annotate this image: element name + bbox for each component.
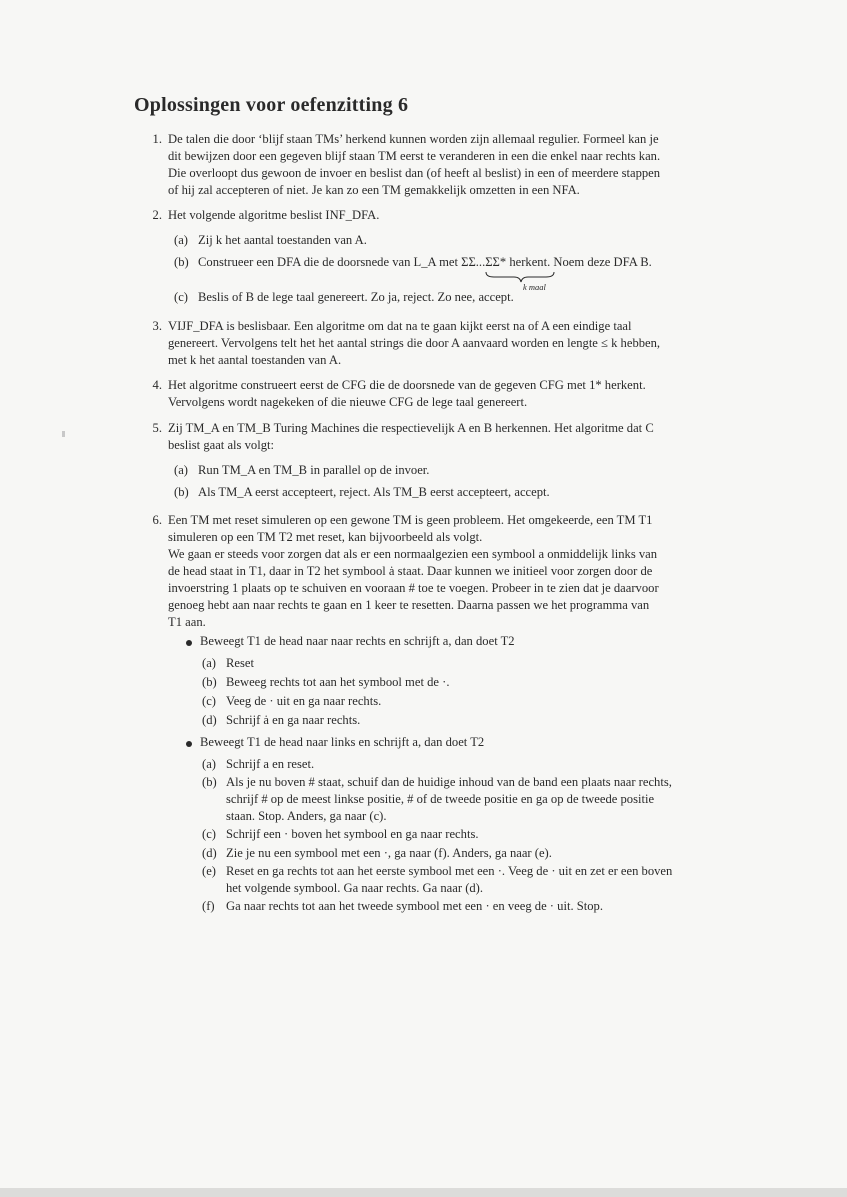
answer-line: Zij TM_A en TM_B Turing Machines die respectievelijk A en B herkennen. Het algoritme dat C — [168, 421, 654, 435]
question-number: 3. — [152, 319, 162, 333]
item-text-continued: schrijf # op de meest linkse positie, # of de tweede positie en ga op de tweede positie — [226, 792, 655, 806]
answer-line: We gaan er steeds voor zorgen dat als er een normaalgezien een symbool a onmiddelijk links van — [168, 547, 658, 561]
item-text: Zij k het aantal toestanden van A. — [198, 233, 367, 247]
item-text-continued: staan. Stop. Anders, ga naar (c). — [226, 809, 387, 823]
item-label: (c) — [174, 290, 188, 304]
item-text: Als je nu boven # staat, schuif dan de huidige inhoud van de band een plaats naar rechts, — [226, 775, 672, 789]
answer-line: invoerstring 1 plaats op te schuiven en vooraan # toe te voegen. Probeer in te zien dat je daarvoor — [168, 581, 659, 595]
item-label: (b) — [202, 775, 217, 789]
answer-line: dit bewijzen door een gegeven blijf staan TM eerst te veranderen in een die enkel naar rechts kan. — [168, 149, 661, 163]
page-title: Oplossingen voor oefenzitting 6 — [134, 94, 409, 116]
item-text: Schrijf a en reset. — [226, 757, 315, 771]
answer-line: beslist gaat als volgt: — [168, 438, 274, 452]
item-label: (a) — [202, 656, 216, 670]
answer-line: Vervolgens wordt nagekeken of die nieuwe CFG de lege taal genereert. — [168, 395, 528, 409]
answer-line: De talen die door ‘blijf staan TMs’ herkend kunnen worden zijn allemaal regulier. Formeel kan je — [168, 132, 659, 146]
item-label: (b) — [202, 675, 217, 689]
item-text: Zie je nu een symbool met een ·, ga naar (f). Anders, ga naar (e). — [226, 846, 552, 860]
item-text: Beslis of B de lege taal genereert. Zo ja, reject. Zo nee, accept. — [198, 290, 514, 304]
item-text: Schrijf ȧ en ga naar rechts. — [226, 713, 361, 727]
item-text: Reset en ga rechts tot aan het eerste symbool met een ·. Veeg de · uit en zet er een boven — [226, 864, 673, 878]
answer-line: Het algoritme construeert eerst de CFG die de doorsnede van de gegeven CFG met 1* herkent. — [168, 378, 646, 392]
bullet-text: Beweegt T1 de head naar naar rechts en schrijft a, dan doet T2 — [200, 634, 515, 648]
answer-line: genereert. Vervolgens telt het het aantal strings die door A aanvaard worden en lengte ≤ k hebben, — [168, 336, 661, 350]
item-text: Veeg de · uit en ga naar rechts. — [226, 694, 382, 708]
answer-line: de head staat in T1, daar in T2 het symbool ȧ staat. Daar kunnen we initieel voor zorgen door de — [168, 564, 653, 578]
item-text: Construeer een DFA die de doorsnede van L_A met ΣΣ...ΣΣ* herkent. Noem deze DFA B. — [198, 255, 652, 269]
item-label: (a) — [174, 233, 188, 247]
answer-intro: Het volgende algoritme beslist INF_DFA. — [168, 208, 380, 222]
item-label: (e) — [202, 864, 216, 878]
item-text: Als TM_A eerst accepteert, reject. Als TM_B eerst accepteert, accept. — [198, 485, 550, 499]
item-text: Schrijf een · boven het symbool en ga naar rechts. — [226, 827, 479, 841]
item-label: (b) — [174, 485, 189, 499]
item-text: Ga naar rechts tot aan het tweede symbool met een · en veeg de · uit. Stop. — [226, 899, 603, 913]
item-text: Reset — [226, 656, 254, 670]
answer-line: T1 aan. — [168, 615, 206, 629]
bullet-icon — [186, 741, 192, 747]
item-label: (d) — [202, 713, 217, 727]
answer-line: simuleren op een TM T2 met reset, kan bijvoorbeeld als volgt. — [168, 530, 483, 544]
underbrace-label: k maal — [523, 282, 546, 292]
answer-line: Een TM met reset simuleren op een gewone TM is geen probleem. Het omgekeerde, een TM T1 — [168, 513, 653, 527]
item-text: Run TM_A en TM_B in parallel op de invoer. — [198, 463, 430, 477]
item-label: (c) — [202, 694, 216, 708]
item-text: Beweeg rechts tot aan het symbool met de ·. — [226, 675, 450, 689]
item-label: (d) — [202, 846, 217, 860]
question-number: 4. — [152, 378, 162, 392]
item-label: (a) — [202, 757, 216, 771]
scan-mark — [62, 431, 65, 437]
question-number: 6. — [152, 513, 162, 527]
item-label: (a) — [174, 463, 188, 477]
question-number: 1. — [152, 132, 162, 146]
answer-line: genoeg hebt aan naar rechts te gaan en 1 keer te resetten. Daarna passen we het programma van — [168, 598, 650, 612]
answer-line: of hij zal accepteren of niet. Je kan zo een TM gemakkelijk omzetten in een NFA. — [168, 183, 580, 197]
scan-bottom-edge — [0, 1188, 847, 1197]
question-number: 5. — [152, 421, 162, 435]
item-label: (f) — [202, 899, 215, 913]
item-label: (b) — [174, 255, 189, 269]
bullet-icon — [186, 640, 192, 646]
answer-line: VIJF_DFA is beslisbaar. Een algoritme om dat na te gaan kijkt eerst na of A een eindige taal — [168, 319, 632, 333]
item-text-continued: het volgende symbool. Ga naar rechts. Ga naar (d). — [226, 881, 484, 895]
answer-line: met k het aantal toestanden van A. — [168, 353, 342, 367]
bullet-text: Beweegt T1 de head naar links en schrijft a, dan doet T2 — [200, 735, 485, 749]
item-label: (c) — [202, 827, 216, 841]
question-number: 2. — [152, 208, 162, 222]
answer-line: Die overloopt dus gewoon de invoer en beslist dan (of heeft al beslist) in een of meerdere stappen — [168, 166, 661, 180]
